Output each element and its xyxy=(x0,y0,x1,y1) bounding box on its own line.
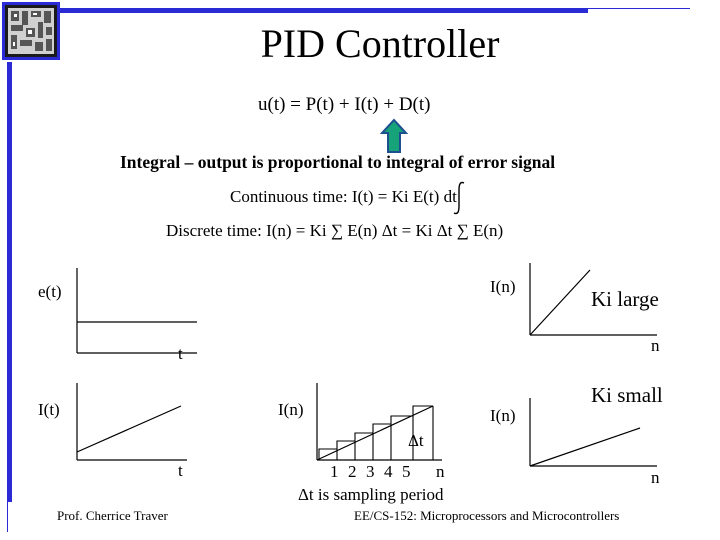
it-ramp xyxy=(77,406,181,452)
in-discrete-tick-5: 5 xyxy=(402,462,411,481)
it-y-label: I(t) xyxy=(38,400,60,419)
in-discrete-y-label: I(n) xyxy=(278,400,304,419)
in-small-graph xyxy=(530,398,657,466)
footer-author: Prof. Cherrice Traver xyxy=(57,508,168,523)
footer-course: EE/CS-152: Microprocessors and Microcontrollers xyxy=(354,508,620,523)
slide-title: PID Controller xyxy=(260,21,500,66)
in-discrete-x-label: n xyxy=(436,462,445,481)
ki-small-caption: Ki small xyxy=(591,383,663,407)
in-large-ramp xyxy=(530,270,590,335)
integral-heading: Integral – output is proportional to integral of error signal xyxy=(120,152,556,172)
continuous-time-formula: Continuous time: I(t) = Ki E(t) dt xyxy=(230,187,457,206)
ki-large-caption: Ki large xyxy=(591,287,659,311)
pid-formula: u(t) = P(t) + I(t) + D(t) xyxy=(258,94,431,115)
in-large-y-label: I(n) xyxy=(490,277,516,296)
in-discrete-tick-2: 2 xyxy=(348,462,357,481)
et-y-label: e(t) xyxy=(38,282,62,301)
delta-t-label: Δt xyxy=(408,431,424,450)
in-discrete-tick-3: 3 xyxy=(366,462,375,481)
in-small-y-label: I(n) xyxy=(490,406,516,425)
in-small-x-label: n xyxy=(651,468,660,487)
it-x-label: t xyxy=(178,461,183,480)
et-graph xyxy=(77,268,197,353)
in-large-x-label: n xyxy=(651,336,660,355)
in-discrete-tick-1: 1 xyxy=(330,462,339,481)
sampling-period-note: Δt is sampling period xyxy=(298,485,444,504)
in-discrete-tick-4: 4 xyxy=(384,462,393,481)
discrete-time-formula: Discrete time: I(n) = Ki ∑ E(n) Δt = Ki Δt ∑ E(n) xyxy=(166,221,504,240)
in-small-ramp xyxy=(530,428,640,466)
it-graph xyxy=(77,383,187,460)
et-x-label: t xyxy=(178,344,183,363)
